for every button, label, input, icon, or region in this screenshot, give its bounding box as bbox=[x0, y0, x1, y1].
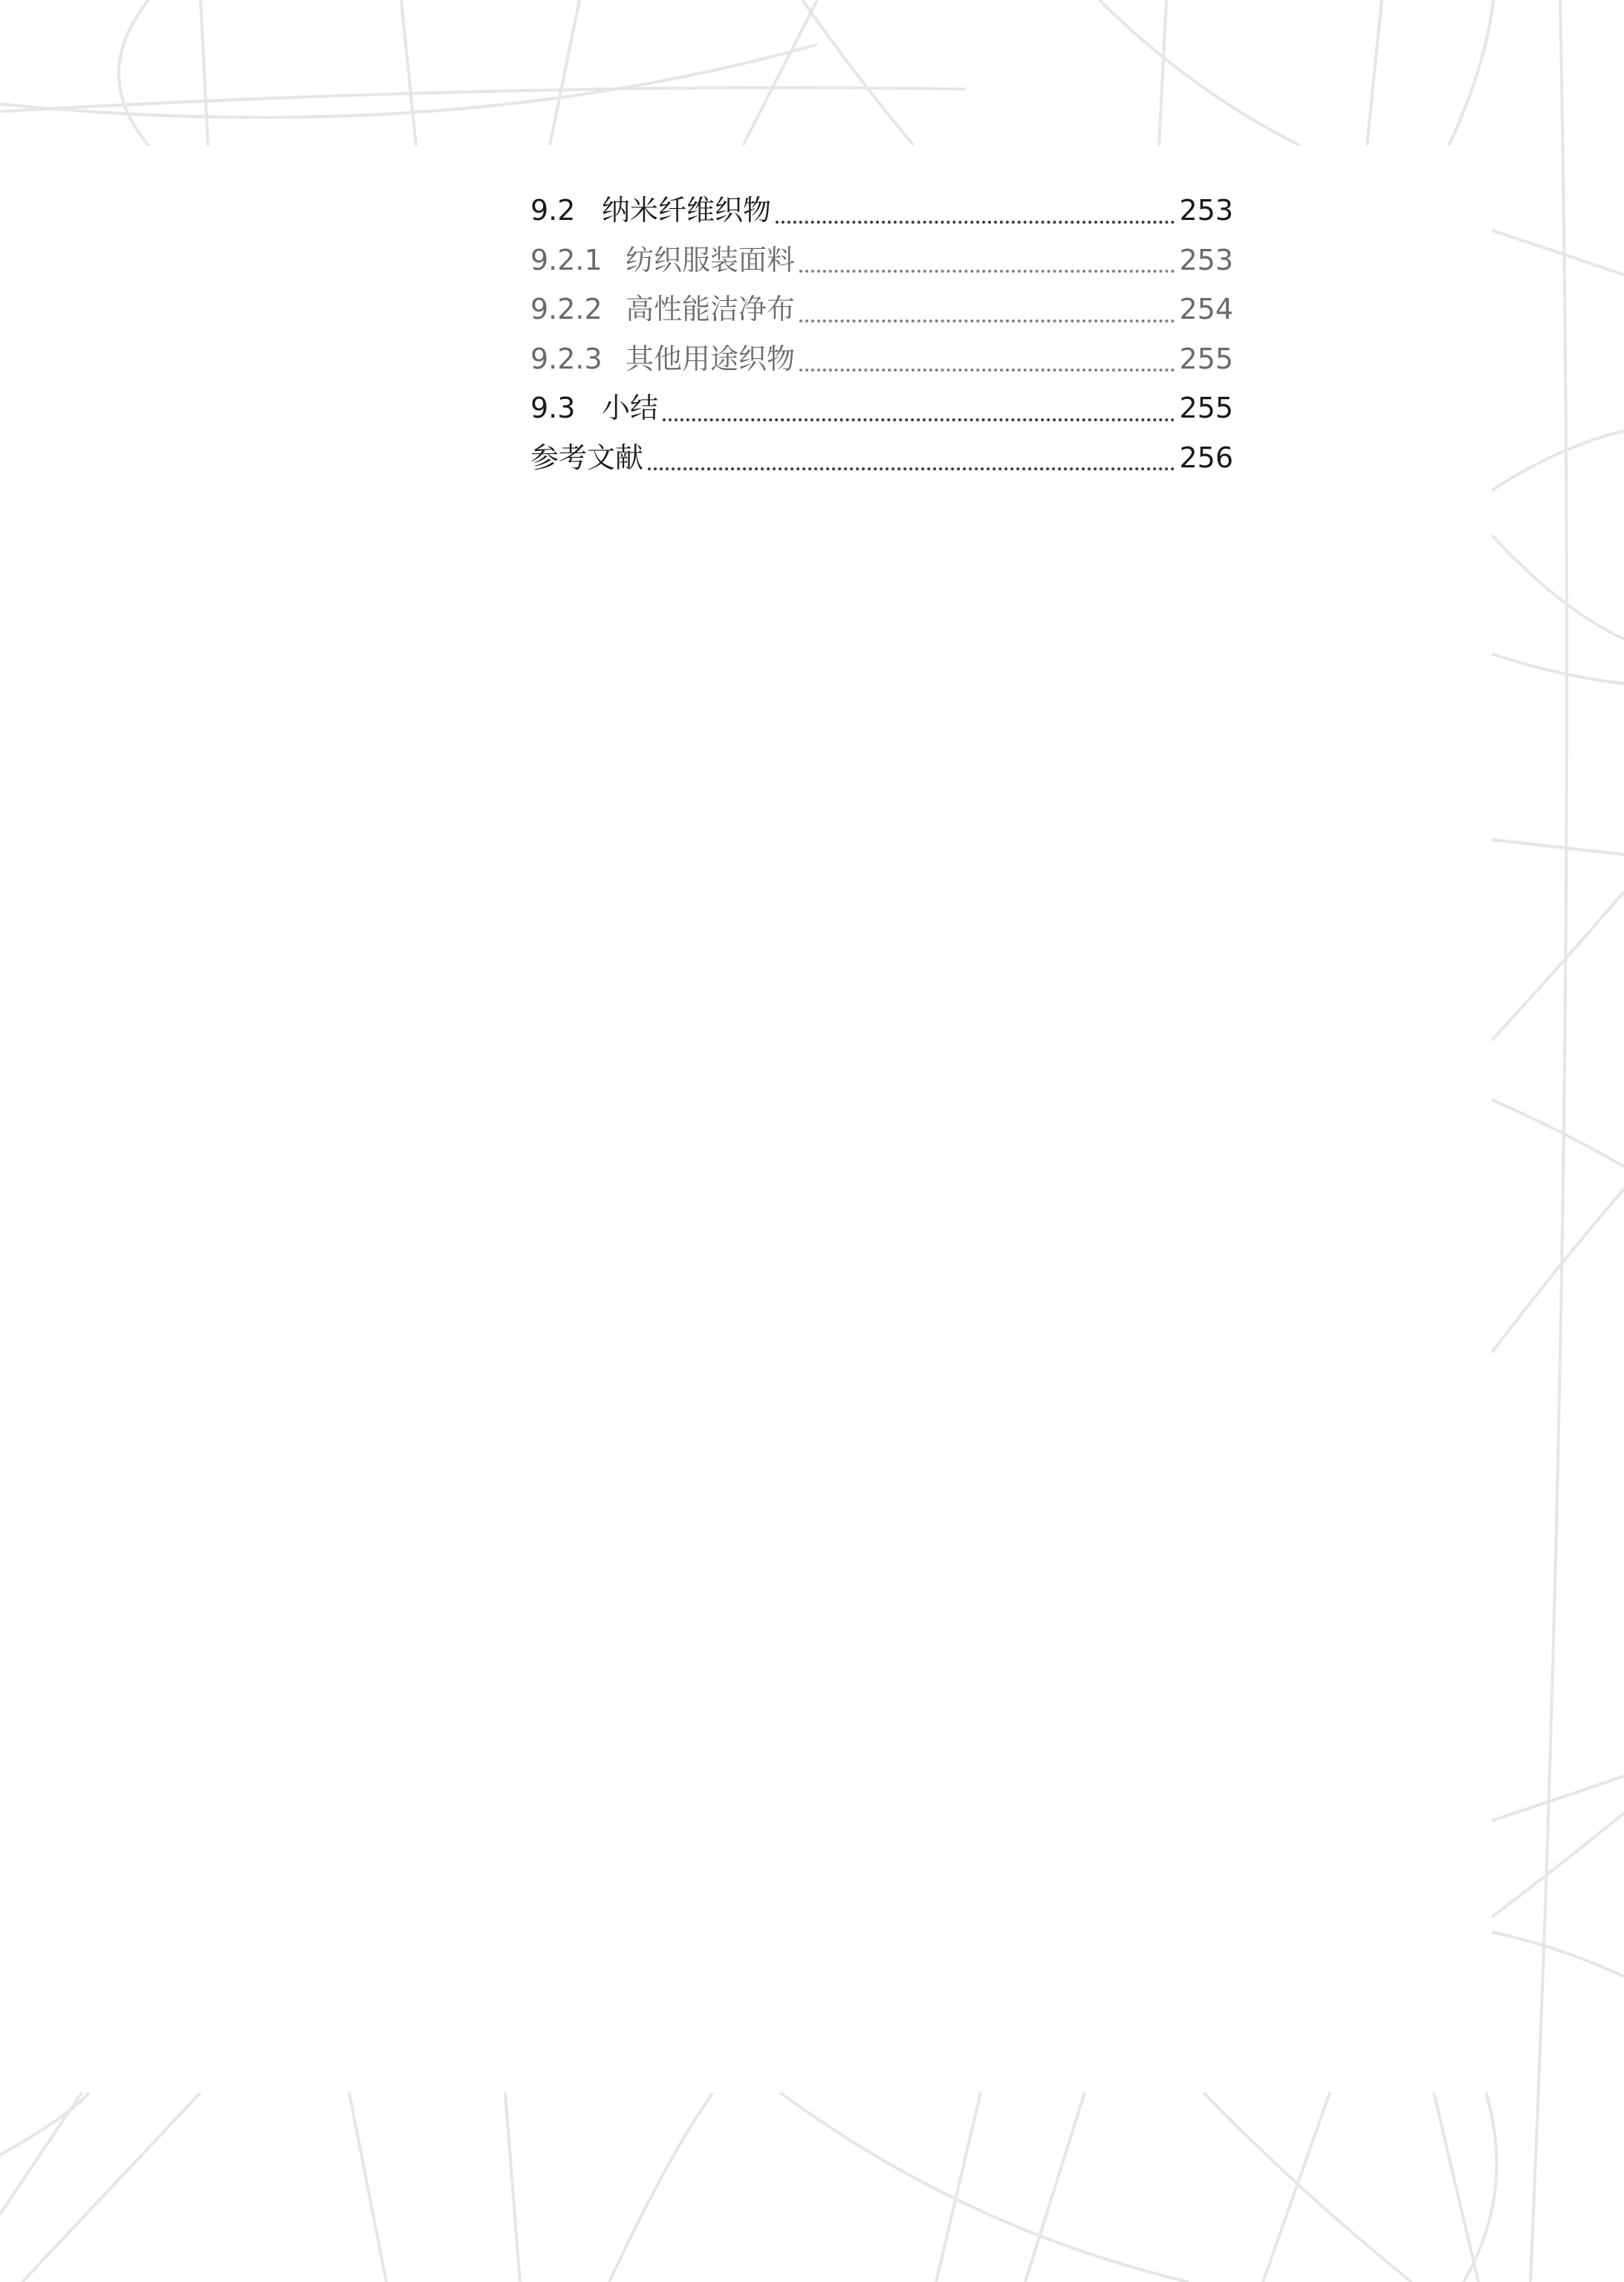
toc-entry-number: 9.2.1 bbox=[530, 243, 602, 276]
toc-entry[interactable] bbox=[530, 334, 1233, 384]
toc-entry[interactable] bbox=[530, 236, 1233, 285]
dot-leader bbox=[799, 312, 1175, 322]
toc-entry-page: 253 bbox=[1179, 243, 1233, 276]
toc-entry-number: 9.2.2 bbox=[530, 293, 602, 325]
toc-entry-title: 小结 bbox=[602, 392, 659, 424]
toc-entry-title: 参考文献 bbox=[530, 441, 644, 474]
toc-entry-number: 9.3 bbox=[530, 392, 576, 424]
dot-leader bbox=[799, 262, 1175, 273]
toc-entry-page: 255 bbox=[1179, 342, 1233, 375]
toc-entry[interactable] bbox=[530, 285, 1233, 334]
toc-entry-page: 254 bbox=[1179, 293, 1233, 325]
dot-leader bbox=[648, 460, 1175, 470]
toc-entry-number: 9.2.3 bbox=[530, 342, 602, 375]
dot-leader bbox=[799, 361, 1175, 372]
toc-entry-title: 纳米纤维织物 bbox=[602, 194, 772, 227]
toc-entry-page: 256 bbox=[1179, 441, 1233, 474]
toc-entry-page: 255 bbox=[1179, 392, 1233, 424]
toc-entry-page: 253 bbox=[1179, 194, 1233, 227]
table-of-contents bbox=[530, 186, 1233, 482]
toc-entry[interactable] bbox=[530, 186, 1233, 236]
dot-leader bbox=[776, 213, 1175, 224]
dot-leader bbox=[663, 411, 1175, 421]
toc-entry[interactable] bbox=[530, 383, 1233, 433]
toc-entry-title: 高性能洁净布 bbox=[626, 293, 796, 325]
toc-entry-references[interactable] bbox=[530, 433, 1233, 483]
toc-entry-title: 纺织服装面料 bbox=[626, 243, 796, 276]
toc-entry-number: 9.2 bbox=[530, 194, 576, 227]
toc-entry-title: 其他用途织物 bbox=[626, 342, 796, 375]
